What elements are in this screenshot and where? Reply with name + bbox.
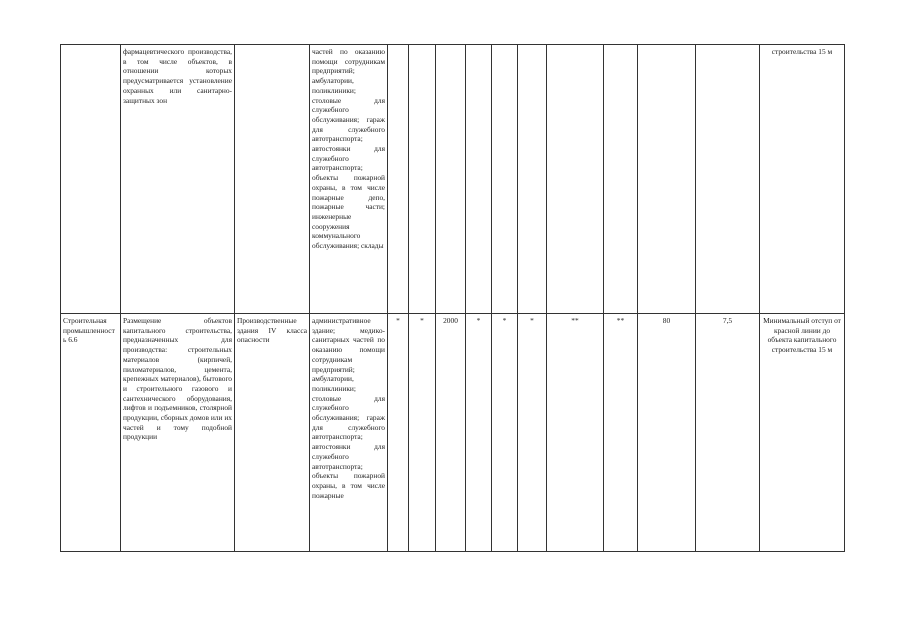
cell-auxiliary-use: административное здание; медико-санитарных частей по оказанию помощи сотрудникам предприятий; амбулатории, поликлиники; столовые для служебного обслуживания; гараж для служебного автотранспорта; автостоянки для служебного автотранспорта; объекты пожарной охраны, в том числе пожарные — [310, 314, 388, 552]
cell-value — [466, 45, 492, 314]
cell-value: 80 — [638, 314, 696, 552]
cell-value — [696, 45, 760, 314]
cell-main-use — [235, 45, 310, 314]
table-row — [61, 45, 845, 314]
cell-main-use: Производственные здания IV класса опасности — [235, 314, 310, 552]
cell-auxiliary-use: частей по оказанию помощи сотрудникам предприятий; амбулатории, поликлиники; столовые для служебного обслуживания; гараж для служебного автотранспорта; автостоянки для служебного автотранспорта; объекты пожарной охраны, в том числе пожарные депо, пожарные части; инженерные сооружения коммунального обслуживания; склады — [310, 45, 388, 314]
cell-value: 7,5 — [696, 314, 760, 552]
cell-name — [61, 45, 121, 314]
cell-value: ** — [604, 314, 638, 552]
cell-value — [638, 45, 696, 314]
cell-value — [547, 45, 604, 314]
cell-value — [436, 45, 466, 314]
cell-value: ** — [547, 314, 604, 552]
cell-value — [388, 45, 409, 314]
cell-value: 2000 — [436, 314, 466, 552]
land-use-regulations-table — [60, 44, 845, 552]
cell-note: Минимальный отступ от красной линии до объекта капитального строительства 15 м — [760, 314, 845, 552]
cell-description: Размещение объектов капитального строительства, предназначенных для производства: строительных материалов (кирпичей, пиломатериалов, цемента, крепежных материалов), бытового и строительного газового и сантехнического оборудования, лифтов и подъемников, столярной продукции, сборных домов или их частей и тому подобной продукции — [121, 314, 235, 552]
table-row — [61, 314, 845, 552]
cell-name: Строительная промышленность 6.6 — [61, 314, 121, 552]
cell-value — [492, 45, 518, 314]
cell-description: фармацевтического производства, в том числе объектов, в отношении которых предусматривается установление охранных или санитарно-защитных зон — [121, 45, 235, 314]
cell-value: * — [388, 314, 409, 552]
cell-value — [518, 45, 547, 314]
cell-value: * — [518, 314, 547, 552]
cell-value: * — [492, 314, 518, 552]
cell-note: строительства 15 м — [760, 45, 845, 314]
cell-value — [409, 45, 436, 314]
cell-value: * — [466, 314, 492, 552]
cell-value — [604, 45, 638, 314]
cell-value: * — [409, 314, 436, 552]
